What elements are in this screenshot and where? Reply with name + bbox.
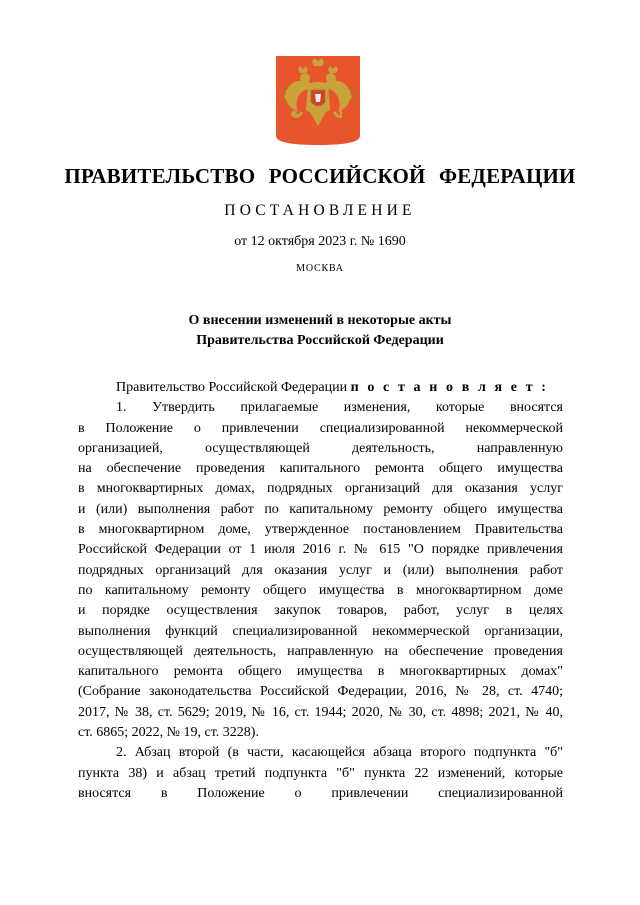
text-line: ст. 6865; 2022, № 19, ст. 3228). (78, 725, 259, 741)
document-body (78, 378, 563, 804)
preamble-text: Правительство Российской Федерации (116, 380, 351, 395)
preamble (78, 378, 563, 398)
text-line: 1. Утвердить прилагаемые изменения, которые вносятся (116, 400, 563, 416)
text-line: организацией, осуществляющей деятельность, направленную (78, 440, 563, 456)
text-line: (Собрание законодательства Российской Федерации, 2016, № 28, ст. 4740; (78, 684, 563, 700)
heading-line: Правительства Российской Федерации (196, 333, 444, 348)
city: МОСКВА (296, 263, 344, 274)
text-line: вносятся в Положение о привлечении специализированной (78, 785, 563, 801)
paragraph-1 (78, 398, 563, 743)
text-line: в многоквартирных домах, подрядных организаций для оказания услуг (78, 481, 563, 497)
text-line: и порядке осуществления закупок товаров, работ, услуг в целях (78, 603, 563, 619)
decree-word: п о с т а н о в л я е т : (350, 380, 549, 395)
text-line: по капитальному ремонту общего имущества в многоквартирном доме (78, 582, 563, 598)
heading-line: О внесении изменений в некоторые акты (188, 313, 452, 328)
coat-of-arms-icon (276, 56, 360, 145)
text-line: в Положение о привлечении специализированной некоммерческой (78, 420, 563, 436)
text-line: подрядных организаций для оказания услуг и (или) выполнения работ (78, 562, 563, 578)
text-line: пункта 38) и абзац третий подпункта "б" пункта 22 изменений, которые (78, 765, 563, 781)
document-type: ПОСТАНОВЛЕНИЕ (224, 202, 416, 219)
text-line: в многоквартирном доме, утвержденное постановлением Правительства (78, 522, 563, 538)
text-line: на обеспечение проведения капитального ремонта общего имущества (78, 461, 563, 477)
document-heading (0, 311, 640, 351)
text-line: осуществляющей деятельность, направленную на обеспечение проведения (78, 643, 563, 659)
date-and-number: от 12 октября 2023 г. № 1690 (234, 234, 406, 249)
paragraph-2 (78, 743, 563, 804)
issuer-title: ПРАВИТЕЛЬСТВО РОССИЙСКОЙ ФЕДЕРАЦИИ (64, 164, 576, 188)
text-line: Российской Федерации от 1 июля 2016 г. № 615 "О порядке привлечения (78, 542, 563, 558)
text-line: капитального ремонта общего имущества в многоквартирных домах" (78, 664, 563, 680)
text-line: 2017, № 38, ст. 5629; 2019, № 16, ст. 1944; 2020, № 30, ст. 4898; 2021, № 40, (78, 704, 563, 720)
text-line: 2. Абзац второй (в части, касающейся абзаца второго подпункта "б" (116, 745, 563, 761)
text-line: и (или) выполнения работ по капитальному ремонту общего имущества (78, 501, 563, 517)
text-line: выполнения функций специализированной некоммерческой организации, (78, 623, 563, 639)
